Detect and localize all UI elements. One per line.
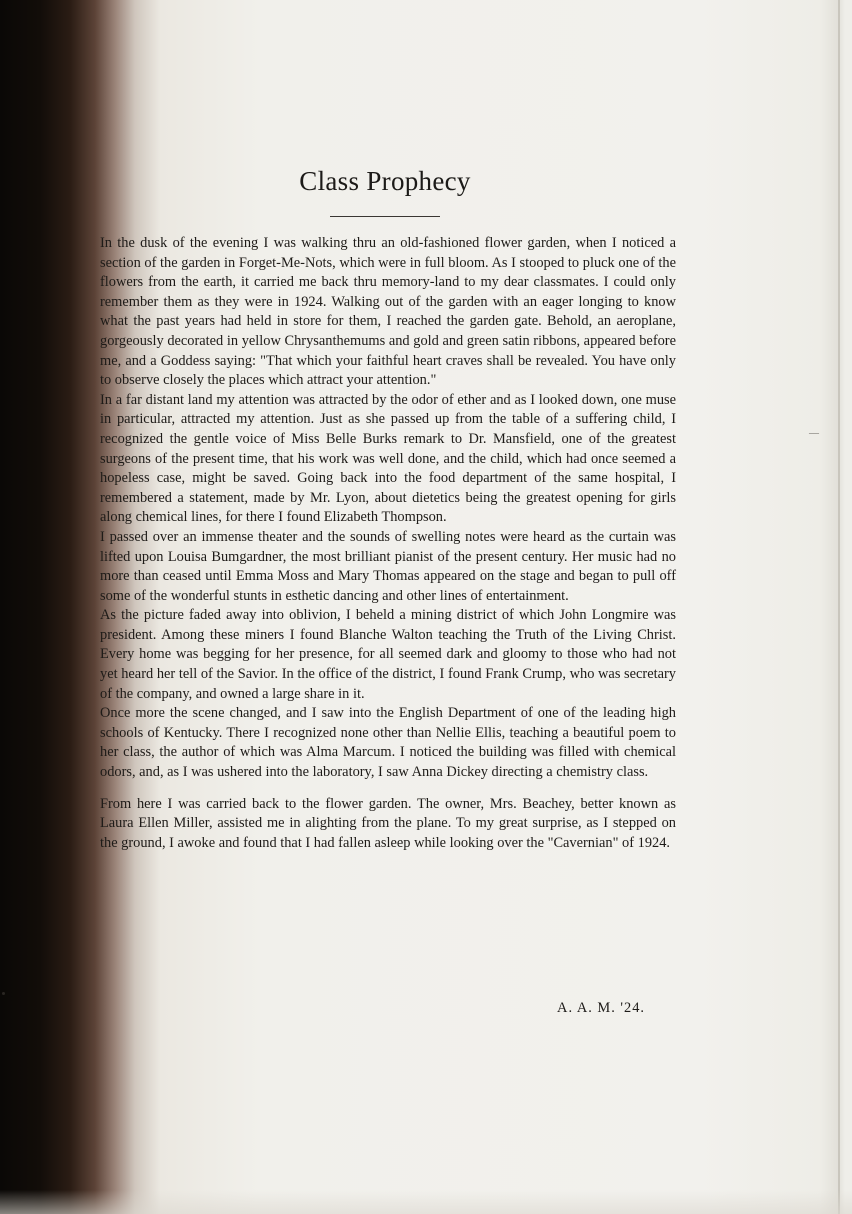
page-edge [838,0,840,1214]
bottom-shade [0,1190,852,1214]
scan-speck: — [809,428,819,439]
paragraph-1: In the dusk of the evening I was walking thru an old-fashioned flower garden, when I noticed a section of the garden in Forget-Me-Nots, which were in full bloom. As I stooped to pluck one of the flowers from the earth, it carried me back thru memory-land to my dear classmates. I could only remember them as they were in 1924. Walking out of the garden with an eager longing to know what the past years had held in store for them, I reached the garden gate. Behold, an aeroplane, gorgeously decorated in yellow Chrysanthemums and gold and green satin ribbons, appeared before me, and a Goddess saying: "That which your faithful heart craves shall be revealed. You have only to observe closely the places which attract your attention." [100,235,676,389]
paragraph-3: I passed over an immense theater and the sounds of swelling notes were heard as the curtain was lifted upon Louisa Bumgardner, the most brilliant pianist of the present century. Her music had no more than ceased until Emma Moss and Mary Thomas appeared on the stage and began to pull off some of the wonderful stunts in esthetic dancing and other lines of entertainment. [100,528,676,604]
scan-dot [2,992,5,995]
paragraph-4: As the picture faded away into oblivion, I beheld a mining district of which John Longmire was president. Among these miners I found Blanche Walton teaching the Truth of the Living Christ. Every home was begging for her presence, for all seemed dark and gloomy to those who had not yet heard her tell of the Savior. In the office of the district, I found Frank Crump, who was secretary of the company, and owned a large share in it. [100,607,676,702]
title-divider [330,216,440,217]
paragraph-5: Once more the scene changed, and I saw into the English Department of one of the leading high schools of Kentucky. There I recognized none other than Nellie Ellis, teaching a beautiful poem to her class, the author of which was Alma Marcum. I noticed the building was filled with chemical odors, and, as I was ushered into the laboratory, I saw Anna Dickey directing a chemistry class. [100,705,676,781]
prophecy-body [100,234,676,853]
page-title: Class Prophecy [299,166,471,196]
paragraph-6: From here I was carried back to the flower garden. The owner, Mrs. Beachey, better known as Laura Ellen Miller, assisted me in alighting from the plane. To my great surprise, as I stepped on the ground, I awoke and found that I had fallen asleep while looking over the "Cavernian" of 1924. [100,795,676,851]
paragraph-2: In a far distant land my attention was attracted by the odor of ether and as I looked down, one muse in particular, attracted my attention. Just as she passed up from the table of a suffering child, I recognized the gentle voice of Miss Belle Burks remark to Dr. Mansfield, one of the greatest surgeons of the present time, that his work was well done, and the child, which had once seemed a hopeless case, might be saved. Going back into the food department of the same hospital, I remembered a statement, made by Mr. Lyon, about dietetics being the greatest opening for girls along chemical lines, for there I found Elizabeth Thompson. [100,391,676,526]
author-signature: A. A. M. '24. [557,1000,645,1016]
